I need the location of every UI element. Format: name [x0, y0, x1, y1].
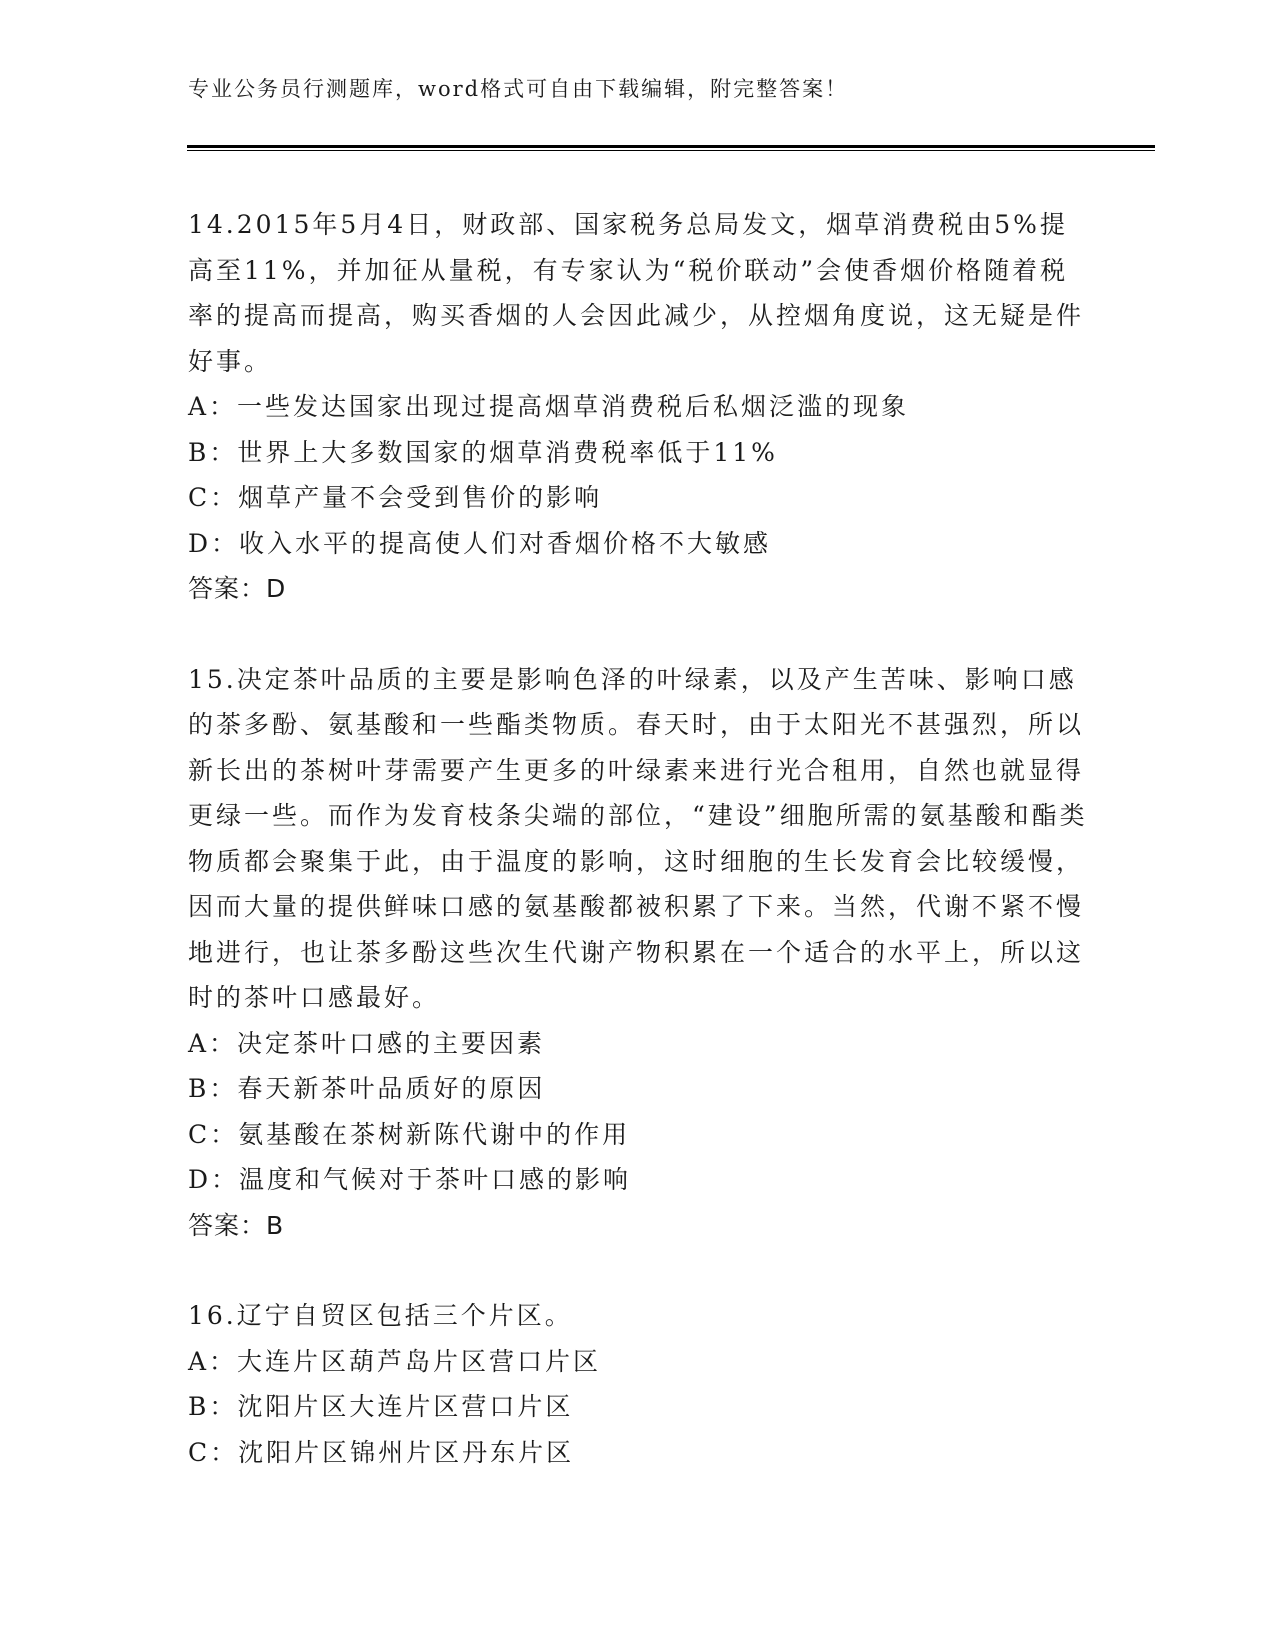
option-a: A：大连片区葫芦岛片区营口片区	[188, 1346, 602, 1376]
question-14	[188, 202, 1088, 612]
answer-label: 答案：D	[188, 574, 287, 603]
question-stem: 14.2015年5月4日，财政部、国家税务总局发文，烟草消费税由5%提高至11%，并加征从量税，有专家认为“税价联动”会使香烟价格随着税率的提高而提高，购买香烟的人会因此减少，从控烟角度说，这无疑是件好事。	[188, 210, 1085, 376]
question-15	[188, 657, 1088, 1249]
option-b: B：春天新茶叶品质好的原因	[188, 1074, 546, 1103]
option-d: D：温度和气候对于茶叶口感的影响	[188, 1165, 632, 1194]
option-c: C：烟草产量不会受到售价的影响	[188, 483, 603, 512]
option-c: C：沈阳片区锦州片区丹东片区	[188, 1437, 575, 1467]
question-spacer	[188, 612, 1088, 657]
option-b: B：沈阳片区大连片区营口片区	[188, 1392, 574, 1421]
option-b: B：世界上大多数国家的烟草消费税率低于11%	[188, 437, 778, 467]
option-a: A：一些发达国家出现过提高烟草消费税后私烟泛滥的现象	[188, 392, 910, 421]
header-divider-thin	[187, 150, 1155, 151]
option-d: D：收入水平的提高使人们对香烟价格不大敏感	[188, 528, 772, 558]
option-a: A：决定茶叶口感的主要因素	[188, 1028, 546, 1058]
question-16	[188, 1293, 1088, 1475]
question-spacer	[188, 1248, 1088, 1293]
option-c: C：氨基酸在茶树新陈代谢中的作用	[188, 1119, 631, 1149]
answer-label: 答案：B	[188, 1210, 285, 1240]
question-stem: 15.决定茶叶品质的主要是影响色泽的叶绿素，以及产生苦味、影响口感的茶多酚、氨基酸和一些酯类物质。春天时，由于太阳光不甚强烈，所以新长出的茶树叶芽需要产生更多的叶绿素来进行光合租用，自然也就显得更绿一些。而作为发育枝条尖端的部位，“建设”细胞所需的氨基酸和酯类物质都会聚集于此，由于温度的影响，这时细胞的生长发育会比较缓慢，因而大量的提供鲜味口感的氨基酸都被积累了下来。当然，代谢不紧不慢地进行，也让茶多酚这些次生代谢产物积累在一个适合的水平上，所以这时的茶叶口感最好。	[188, 664, 1088, 1012]
question-list	[188, 202, 1088, 1475]
question-stem: 16.辽宁自贸区包括三个片区。	[188, 1301, 573, 1330]
page-header: 专业公务员行测题库，word格式可自由下载编辑，附完整答案！	[188, 77, 849, 101]
header-divider-thick	[187, 145, 1155, 148]
